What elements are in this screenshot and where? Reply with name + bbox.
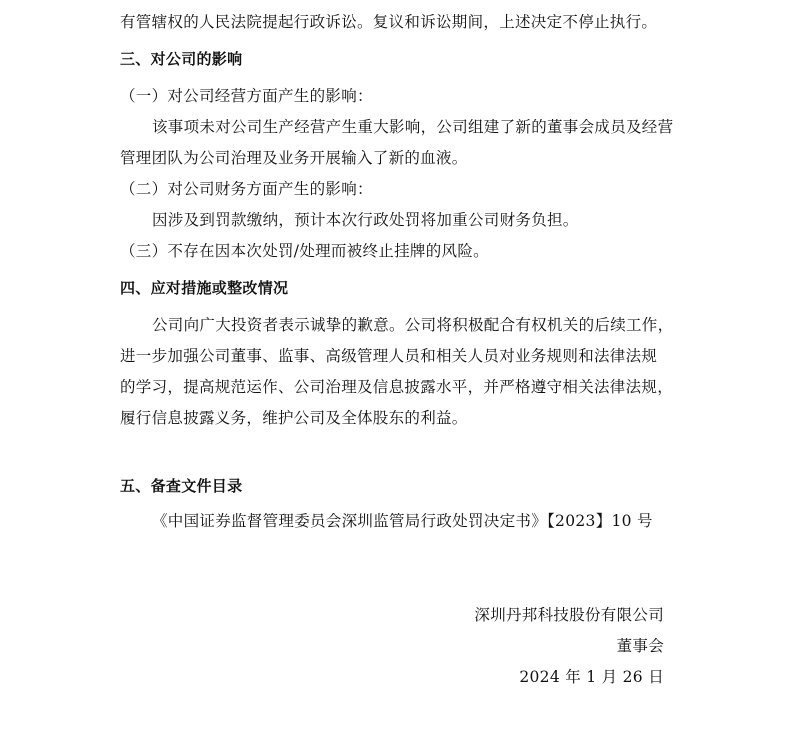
section-heading-3: 三、对公司的影响 [120,50,243,68]
paragraph-line: 管理团队为公司治理及业务开展输入了新的血液。 [120,149,468,167]
paragraph-line: 公司向广大投资者表示诚挚的歉意。公司将积极配合有权机关的后续工作， [152,316,674,334]
subheading-2: （二）对公司财务方面产生的影响： [120,180,373,198]
subheading-3: （三）不存在因本次处罚/处理而被终止挂牌的风险。 [120,242,489,260]
paragraph-line: 该事项未对公司生产经营产生重大影响，公司组建了新的董事会成员及经营 [152,118,674,136]
signature-board: 董事会 [616,637,664,655]
section-heading-4: 四、应对措施或整改情况 [120,279,289,297]
paragraph-line: 履行信息披露义务，维护公司及全体股东的利益。 [120,409,468,427]
paragraph-line: 进一步加强公司董事、监事、高级管理人员和相关人员对业务规则和法律法规 [120,347,658,365]
subheading-1: （一）对公司经营方面产生的影响： [120,87,373,105]
paragraph-line: 因涉及到罚款缴纳，预计本次行政处罚将加重公司财务负担。 [152,211,579,229]
section-heading-5: 五、备查文件目录 [120,477,243,495]
reference-document: 《中国证券监督管理委员会深圳监管局行政处罚决定书》【2023】10 号 [152,512,653,530]
signature-company: 深圳丹邦科技股份有限公司 [474,606,664,624]
paragraph-line: 有管辖权的人民法院提起行政诉讼。复议和诉讼期间，上述决定不停止执行。 [120,13,658,31]
paragraph-line: 的学习，提高规范运作、公司治理及信息披露水平，并严格遵守相关法律法规， [120,378,674,396]
signature-date: 2024 年 1 月 26 日 [519,668,664,686]
